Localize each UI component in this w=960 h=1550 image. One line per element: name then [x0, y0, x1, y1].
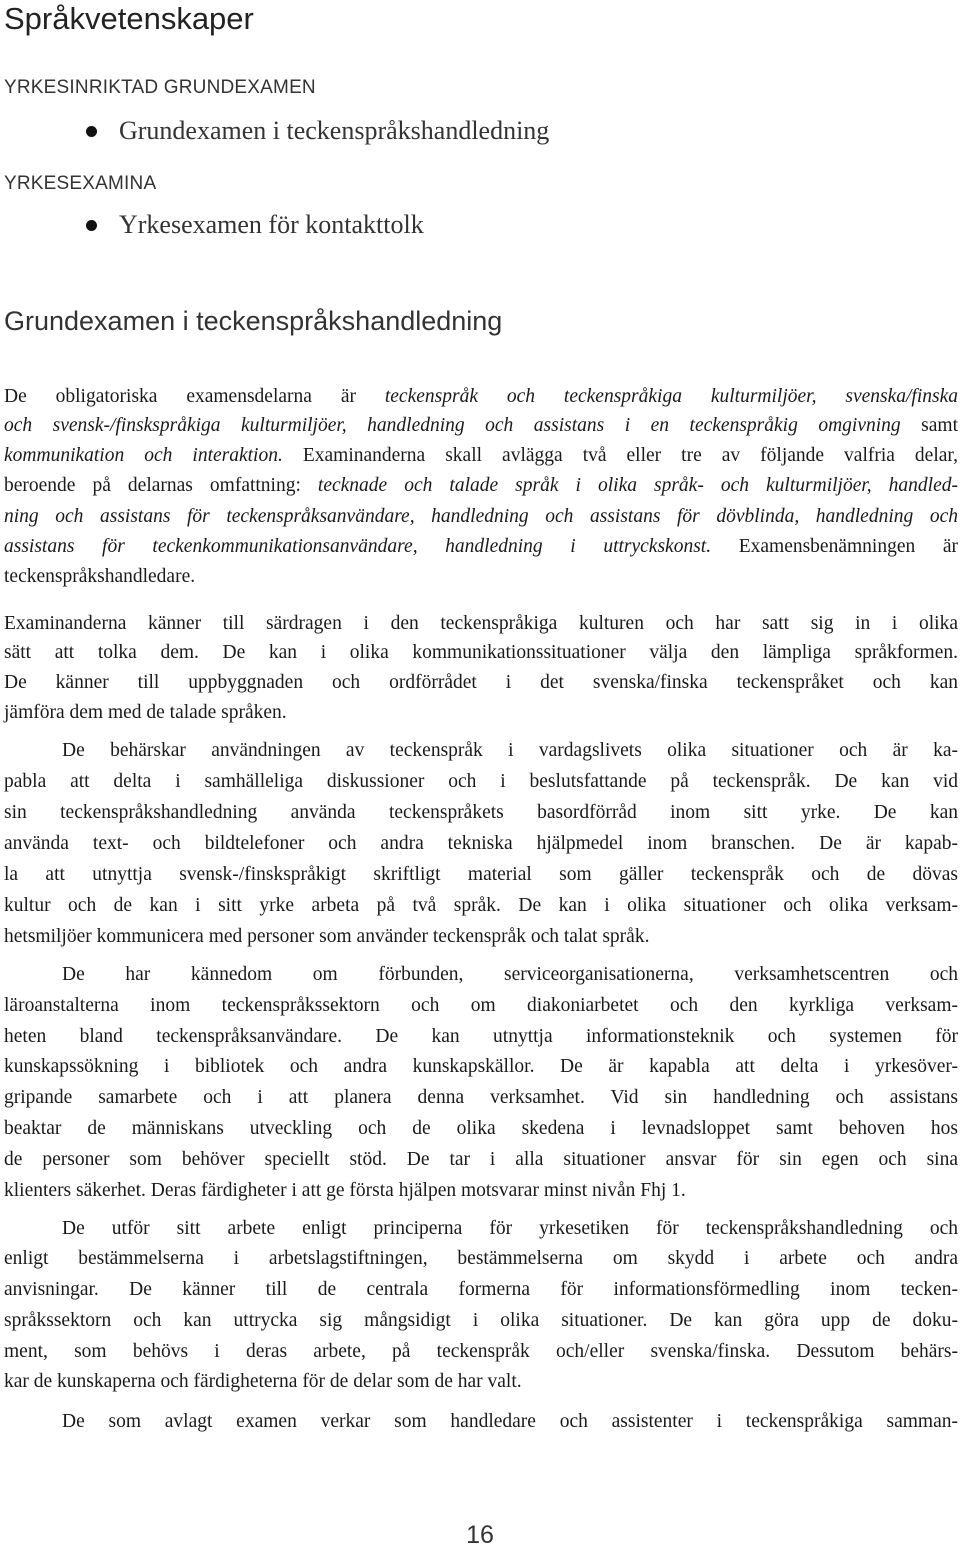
text-segment: beroende på delarnas omfattning: — [4, 475, 318, 496]
text-segment: enligt bestämmelserna i arbetslagstiftningen, bestämmelserna om skydd i arbete och andra — [4, 1248, 958, 1269]
page-number: 16 — [466, 1521, 494, 1549]
text-segment: hetsmiljöer kommunicera med personer som använder teckenspråk och talat språk. — [4, 926, 650, 947]
text-segment: pabla att delta i samhälleliga diskussioner och i beslutsfattande på teckenspråk. De kan vid — [4, 771, 958, 792]
italic-text: teckenspråk och teckenspråkiga kulturmiljöer, svenska/finska — [384, 386, 958, 407]
text-line — [4, 471, 958, 501]
text-line — [4, 1275, 958, 1305]
text-segment: samt — [900, 415, 958, 436]
text-line — [4, 1083, 958, 1113]
text-line — [4, 382, 958, 412]
italic-text: kommunikation och interaktion. — [4, 445, 283, 466]
text-line — [4, 1306, 958, 1336]
bullet-dot-icon — [86, 220, 97, 231]
bullet-item-label: Yrkesexamen för kontakttolk — [119, 210, 424, 239]
category-label: YRKESEXAMINA — [4, 173, 157, 194]
text-line — [4, 860, 958, 890]
text-segment: De känner till uppbyggnaden och ordförrådet i det svenska/finska teckenspråket och kan — [4, 672, 958, 693]
text-line — [4, 638, 958, 668]
text-line — [4, 1367, 958, 1397]
bullet-item-label: Grundexamen i teckenspråkshandledning — [119, 116, 550, 145]
text-segment: sin teckenspråkshandledning använda teckenspråkets basordförråd inom sitt yrke. De kan — [4, 802, 958, 823]
text-segment: språkssektorn och kan uttrycka sig mångsidigt i olika situationer. De kan göra upp de doku- — [4, 1310, 958, 1331]
text-line — [4, 922, 958, 952]
text-line — [62, 1214, 958, 1244]
italic-text: och svensk-/finskspråkiga kulturmiljöer, handledning och assistans i en teckenspråkig omgivning — [4, 415, 901, 436]
text-line — [62, 960, 958, 990]
text-segment: använda text- och bildtelefoner och andra tekniska hjälpmedel inom branschen. De är kapab- — [4, 833, 958, 854]
text-segment: läroanstalterna inom teckenspråkssektorn och om diakoniarbetet och den kyrkliga verksam- — [4, 995, 958, 1016]
text-segment: ment, som behövs i deras arbete, på teckenspråk och/eller svenska/finska. Dessutom behärs- — [4, 1341, 958, 1362]
text-line — [4, 1145, 958, 1175]
text-segment: De behärskar användningen av teckenspråk i vardagslivets olika situationer och är ka- — [62, 740, 958, 761]
text-line — [4, 411, 958, 441]
text-line — [4, 668, 958, 698]
text-segment: beaktar de människans utveckling och de olika skedena i levnadsloppet samt behoven hos — [4, 1118, 958, 1139]
text-line — [62, 1407, 958, 1437]
text-line — [4, 829, 958, 859]
text-line — [4, 1022, 958, 1052]
italic-text: assistans för teckenkommunikationsanvändare, handledning i uttryckskonst. — [4, 536, 712, 557]
text-line — [4, 1244, 958, 1274]
text-segment: anvisningar. De känner till de centrala formerna för informationsförmedling inom tecken- — [4, 1279, 958, 1300]
bullet-item — [86, 209, 424, 241]
text-line — [4, 1114, 958, 1144]
text-segment: Examinanderna känner till särdragen i den teckenspråkiga kulturen och har satt sig in i olika — [4, 613, 958, 634]
text-segment: Examinanderna skall avlägga två eller tre av följande valfria delar, — [282, 445, 959, 466]
text-line — [4, 1052, 958, 1082]
text-segment: kultur och de kan i sitt yrke arbeta på två språk. De kan i olika situationer och olika verksam- — [4, 895, 958, 916]
text-segment: de personer som behöver speciellt stöd. De tar i alla situationer ansvar för sin egen och sina — [4, 1149, 958, 1170]
italic-text: tecknade och talade språk i olika språk- och kulturmiljöer, handled- — [317, 475, 958, 496]
text-line — [4, 562, 958, 592]
page-title: Språkvetenskaper — [4, 1, 254, 36]
text-line — [4, 891, 958, 921]
text-line — [4, 1337, 958, 1367]
category-label: YRKESINRIKTAD GRUNDEXAMEN — [4, 77, 316, 98]
bullet-dot-icon — [86, 126, 97, 137]
bullet-item — [86, 115, 549, 147]
text-segment: sätt att tolka dem. De kan i olika kommunikationssituationer välja den lämpliga språkformen. — [4, 642, 958, 663]
text-line — [4, 698, 958, 728]
text-line — [4, 532, 958, 562]
text-segment: kar de kunskaperna och färdigheterna för de delar som de har valt. — [4, 1371, 522, 1392]
text-segment: klienters säkerhet. Deras färdigheter i att ge första hjälpen motsvarar minst nivån Fhj 1. — [4, 1180, 686, 1201]
text-segment: gripande samarbete och i att planera denna verksamhet. Vid sin handledning och assistans — [4, 1087, 958, 1108]
text-segment: Examensbenämningen är — [711, 536, 958, 557]
text-line — [4, 991, 958, 1021]
text-segment: De utför sitt arbete enligt principerna för yrkesetiken för teckenspråkshandledning och — [62, 1218, 958, 1239]
text-line — [4, 767, 958, 797]
text-segment: teckenspråkshandledare. — [4, 566, 196, 587]
text-line — [4, 1176, 958, 1206]
text-line — [4, 502, 958, 532]
text-segment: heten bland teckenspråksanvändare. De kan utnyttja informationsteknik och systemen för — [4, 1026, 958, 1047]
text-line — [4, 798, 958, 828]
text-line — [4, 441, 958, 471]
section-heading: Grundexamen i teckenspråkshandledning — [4, 306, 503, 336]
text-segment: De som avlagt examen verkar som handledare och assistenter i teckenspråkiga samman- — [62, 1411, 958, 1432]
text-line — [4, 609, 958, 639]
italic-text: ning och assistans för teckenspråksanvändare, handledning och assistans för dövblinda, handledning och — [4, 506, 958, 527]
text-segment: la att utnyttja svensk-/finskspråkigt skriftligt material som gäller teckenspråk och de dövas — [4, 864, 958, 885]
text-segment: jämföra dem med de talade språken. — [4, 702, 287, 723]
text-line — [62, 736, 958, 766]
text-segment: kunskapssökning i bibliotek och andra kunskapskällor. De är kapabla att delta i yrkesöver- — [4, 1056, 958, 1077]
text-segment: De obligatoriska examensdelarna är — [4, 386, 385, 407]
text-segment: De har kännedom om förbunden, serviceorganisationerna, verksamhetscentren och — [62, 964, 958, 985]
